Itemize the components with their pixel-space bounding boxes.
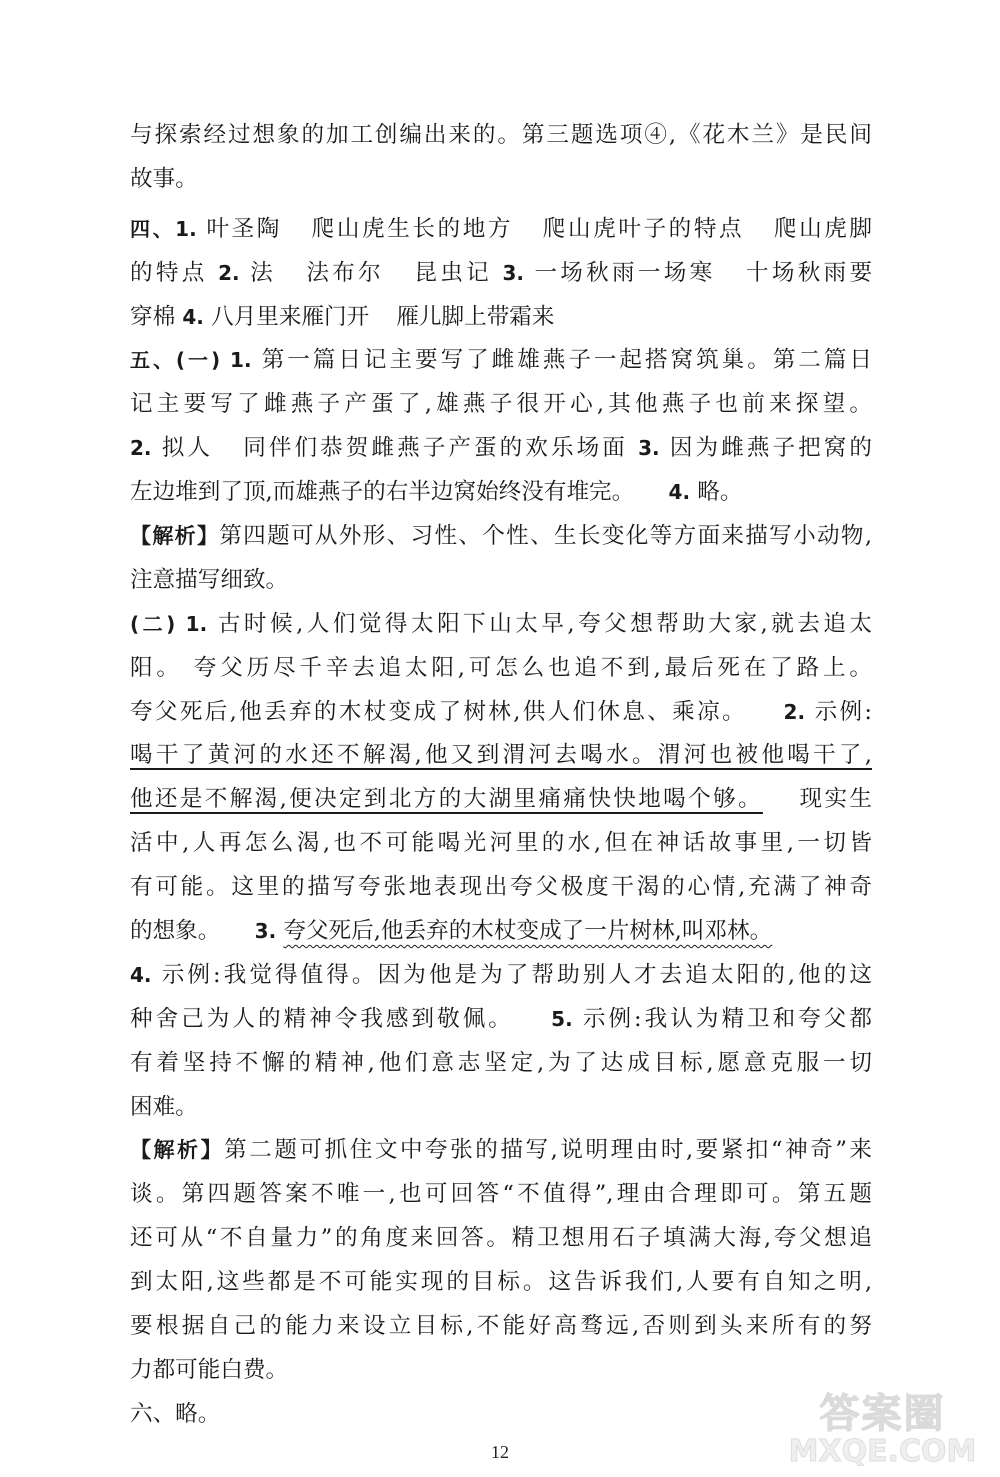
analysis-line xyxy=(130,1135,872,1165)
text-line xyxy=(130,740,872,770)
section-five-number: 五、(一) 1. xyxy=(130,348,252,373)
text-line xyxy=(130,784,872,814)
text-line xyxy=(130,302,872,332)
text-line: 有可能。这里的描写夸张地表现出夸父极度干渴的心情,充满了神奇 xyxy=(130,874,872,901)
answer-text: 种舍己为人的精神令我感到敬佩。 xyxy=(130,1005,514,1032)
section-four-number: 四、1. xyxy=(130,216,197,241)
analysis-text: 第二题可抓住文中夸张的描写,说明理由时,要紧扣“神奇”来 xyxy=(224,1137,873,1164)
question-number: 3. xyxy=(502,260,524,285)
answer-text: 昆虫记 xyxy=(411,259,492,286)
question-number: 5. xyxy=(551,1006,573,1031)
text-line: 故事。 xyxy=(130,165,198,192)
question-number: 3. xyxy=(638,436,660,461)
analysis-tag: 【解析】 xyxy=(130,524,220,549)
text-line: 谈。第四题答案不唯一,也可回答“不值得”,理由合理即可。第五题 xyxy=(130,1181,872,1208)
section-five-line xyxy=(130,345,872,375)
answer-text: 法 xyxy=(250,259,276,286)
text-line: 阳。 夸父历尽千辛去追太阳,可怎么也追不到,最后死在了路上。 xyxy=(130,654,872,681)
underlined-text: 喝干了黄河的水还不解渴,他又到渭河去喝水。渭河也被他喝干了, xyxy=(130,742,872,769)
answer-text: 叶圣陶 xyxy=(206,215,282,242)
answer-text: 爬山虎生长的地方 xyxy=(309,215,514,242)
answer-text: 拟人 xyxy=(161,435,214,462)
text-line: 困难。 xyxy=(130,1093,198,1120)
answer-text: 十场秋雨要 xyxy=(742,259,873,286)
text-line xyxy=(130,960,872,990)
text-line xyxy=(130,1004,872,1034)
answer-text: 八月里来雁门开 xyxy=(211,303,370,330)
text-line: 还可从“不自量力”的角度来回答。精卫想用石子填满大海,夸父想追 xyxy=(130,1225,872,1252)
text-line xyxy=(130,916,872,946)
text-line: 有着坚持不懈的精神,他们意志坚定,为了达成目标,愿意克服一切 xyxy=(130,1049,872,1076)
text-line: 与探索经过想象的加工创编出来的。第三题选项④,《花木兰》是民间 xyxy=(130,122,872,148)
answer-text: 第一篇日记主要写了雌雄燕子一起搭窝筑巢。第二篇日 xyxy=(261,347,872,374)
answer-text: 夸父死后,他丢弃的木杖变成了树林,供人们休息、乘凉。 xyxy=(130,698,747,725)
text-line xyxy=(130,433,872,463)
question-number: 4. xyxy=(182,304,204,329)
text-line: 要根据自己的能力来设立目标,不能好高骛远,否则到头来所有的努 xyxy=(130,1313,872,1340)
answer-text: 雁儿脚上带霜来 xyxy=(396,303,555,330)
answer-text: 古时候,人们觉得太阳下山太早,夸父想帮助大家,就去追太 xyxy=(217,610,873,637)
answer-page xyxy=(130,120,872,1443)
question-number: 4. xyxy=(130,962,152,987)
page-number: 12 xyxy=(491,1442,509,1462)
question-number: 3. xyxy=(254,919,277,944)
wavy-underlined-text: 夸父死后,他丢弃的木杖变成了一片树林,叫邓林。 xyxy=(283,918,773,945)
question-number: 2. xyxy=(130,436,152,461)
section-five-part-two-line xyxy=(130,609,872,639)
answer-text: 示例:我觉得值得。因为他是为了帮助别人才去追太阳的,他的这 xyxy=(161,961,872,988)
section-four-line xyxy=(130,214,872,244)
text-line: 到太阳,这些都是不可能实现的目标。这告诉我们,人要有自知之明, xyxy=(130,1269,872,1296)
text-line: 活中,人再怎么渴,也不可能喝光河里的水,但在神话故事里,一切皆 xyxy=(130,830,872,857)
text-line xyxy=(130,697,872,727)
question-number: 2. xyxy=(218,260,240,285)
answer-text: 的想象。 xyxy=(130,918,221,945)
answer-text: 爬山虎脚 xyxy=(771,215,873,242)
text-line: 记主要写了雌燕子产蛋了,雄燕子很开心,其他燕子也前来探望。 xyxy=(130,391,872,418)
analysis-tag: 【解析】 xyxy=(130,1138,225,1163)
analysis-text: 第四题可从外形、习性、个性、生长变化等方面来描写小动物, xyxy=(219,523,872,550)
answer-text: 穿棉 xyxy=(130,303,176,330)
underlined-text: 他还是不解渴,便决定到北方的大湖里痛痛快快地喝个够。 xyxy=(130,786,763,813)
answer-text: 因为雌燕子把窝的 xyxy=(669,435,873,462)
watermark-logo xyxy=(775,1382,990,1472)
answer-text: 现实生 xyxy=(799,786,873,813)
analysis-line xyxy=(130,521,872,551)
question-number: 4. xyxy=(668,480,691,505)
text-line xyxy=(130,477,872,507)
watermark-text: 答案圈 xyxy=(819,1391,946,1437)
text-line: 力都可能白费。 xyxy=(130,1356,289,1383)
answer-text: 略。 xyxy=(697,479,743,506)
answer-text: 的特点 xyxy=(130,259,208,286)
answer-text: 爬山虎叶子的特点 xyxy=(540,215,745,242)
watermark-url: MXQE.COM xyxy=(788,1434,977,1469)
text-line xyxy=(130,258,872,288)
text-line: 注意描写细致。 xyxy=(130,566,289,593)
answer-text: 法布尔 xyxy=(303,259,384,286)
part-number: (二) 1. xyxy=(130,611,208,636)
answer-text: 同伴们恭贺雌燕子产蛋的欢乐场面 xyxy=(240,435,628,462)
answer-text: 示例: xyxy=(814,698,872,725)
answer-text: 左边堆到了顶,而雄燕子的右半边窝始终没有堆完。 xyxy=(130,479,635,506)
section-six-line: 六、略。 xyxy=(130,1400,221,1427)
question-number: 2. xyxy=(783,699,806,724)
answer-text: 示例:我认为精卫和夸父都 xyxy=(582,1005,872,1032)
answer-text: 一场秋雨一场寒 xyxy=(534,259,716,286)
